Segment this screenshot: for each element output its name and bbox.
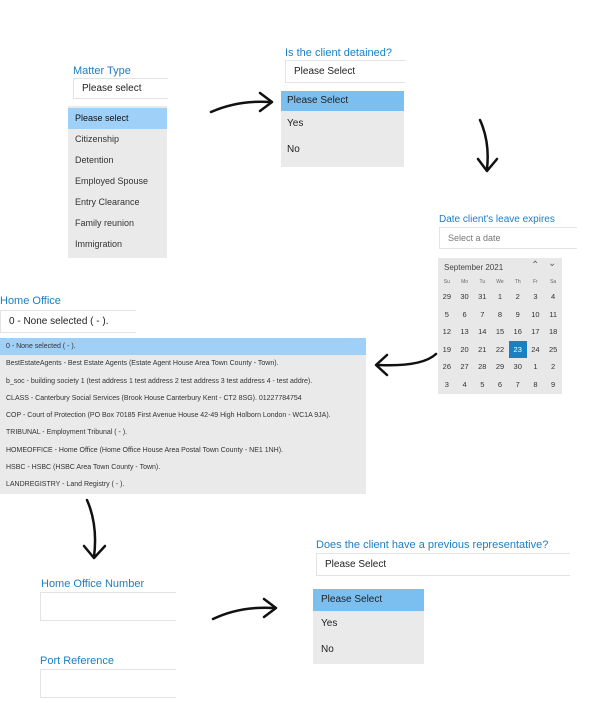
calendar-day[interactable]: 21 xyxy=(478,344,487,354)
matter-type-select[interactable]: Please select xyxy=(73,78,168,99)
previous-rep-label: Does the client have a previous representative? xyxy=(316,539,549,551)
calendar-day[interactable]: 27 xyxy=(460,362,469,371)
calendar-weekday: Mo xyxy=(461,279,469,285)
home-office-label: Home Office xyxy=(0,295,61,307)
calendar-day[interactable]: 28 xyxy=(478,362,487,371)
detained-option[interactable]: Yes xyxy=(287,118,304,129)
calendar-day[interactable]: 25 xyxy=(548,344,558,354)
detained-option[interactable]: Please Select xyxy=(281,91,404,111)
previous-rep-option[interactable]: No xyxy=(321,644,334,655)
home-office-option[interactable]: TRIBUNAL - Employment Tribunal ( - ). xyxy=(6,429,128,437)
calendar-day[interactable]: 3 xyxy=(444,379,449,389)
calendar-weekday: We xyxy=(496,279,504,285)
calendar-weekday: Fr xyxy=(533,279,538,285)
home-office-option[interactable]: b_soc - building society 1 (test address 1 test address 2 test address 3 test address 4 - test addre). xyxy=(6,377,313,385)
calendar-day[interactable]: 30 xyxy=(513,362,522,371)
detained-option[interactable]: No xyxy=(287,144,300,155)
home-office-option[interactable]: HOMEOFFICE - Home Office (Home Office House Area Postal Town County - NE1 1NH). xyxy=(6,446,283,454)
calendar-day[interactable]: 6 xyxy=(462,309,467,319)
calendar-day[interactable]: 5 xyxy=(480,379,485,389)
calendar-day[interactable]: 6 xyxy=(497,379,503,389)
calendar-day[interactable]: 1 xyxy=(533,362,538,371)
calendar-day[interactable]: 9 xyxy=(551,379,556,389)
home-office-option[interactable]: 0 - None selected ( - ). xyxy=(0,338,366,355)
calendar-popup xyxy=(438,258,562,394)
calendar-weekday: Su xyxy=(443,279,450,285)
matter-type-option[interactable]: Immigration xyxy=(75,239,123,249)
chevron-down-icon[interactable]: ⌄ xyxy=(548,258,557,269)
matter-type-option[interactable]: Family reunion xyxy=(75,218,135,228)
matter-type-option[interactable]: Detention xyxy=(75,155,114,165)
arrow-down-icon xyxy=(78,497,110,563)
home-office-dropdown xyxy=(0,338,366,494)
calendar-day[interactable]: 1 xyxy=(497,292,503,301)
calendar-day[interactable]: 14 xyxy=(478,327,487,336)
calendar-day[interactable]: 31 xyxy=(478,292,487,301)
calendar-weekday: Th xyxy=(514,279,521,285)
matter-type-option[interactable]: Entry Clearance xyxy=(75,197,140,207)
chevron-up-icon[interactable]: ⌃ xyxy=(531,260,540,271)
calendar-day[interactable]: 16 xyxy=(513,327,522,336)
home-office-select[interactable]: 0 - None selected ( - ). xyxy=(0,310,136,333)
home-office-option[interactable]: CLASS - Canterbury Social Services (Brook House Canterbury Kent - CT2 8SG). 01227784754 xyxy=(6,394,302,402)
calendar-day[interactable]: 11 xyxy=(549,309,558,319)
matter-type-label: Matter Type xyxy=(73,65,131,77)
home-office-option[interactable]: BestEstateAgents - Best Estate Agents (Estate Agent House Area Town County - Town). xyxy=(6,360,279,368)
calendar-day[interactable]: 3 xyxy=(533,292,538,301)
calendar-day[interactable]: 19 xyxy=(442,344,452,354)
arrow-left-icon xyxy=(372,347,440,379)
previous-rep-option[interactable]: Please Select xyxy=(313,589,424,611)
matter-type-option[interactable]: Citizenship xyxy=(75,134,120,144)
home-office-option[interactable]: HSBC - HSBC (HSBC Area Town County - Town). xyxy=(6,464,161,472)
arrow-right-icon xyxy=(210,594,280,626)
calendar-day[interactable]: 10 xyxy=(531,309,540,319)
previous-rep-select[interactable]: Please Select xyxy=(316,553,570,576)
home-office-number-input[interactable] xyxy=(40,592,176,621)
calendar-day[interactable]: 13 xyxy=(460,327,469,336)
leave-expires-date-input[interactable]: Select a date xyxy=(439,227,577,249)
previous-rep-option[interactable]: Yes xyxy=(321,618,338,629)
calendar-day[interactable]: 17 xyxy=(531,327,540,336)
calendar-day[interactable]: 8 xyxy=(533,379,538,389)
calendar-weekday: Tu xyxy=(479,279,486,285)
calendar-weekday: Sa xyxy=(550,279,557,285)
calendar-day[interactable]: 4 xyxy=(551,292,556,301)
calendar-day[interactable]: 2 xyxy=(515,292,520,301)
calendar-day[interactable]: 7 xyxy=(480,309,485,319)
calendar-day[interactable]: 9 xyxy=(515,309,520,319)
calendar-month-label[interactable]: September 2021 xyxy=(444,263,504,272)
detained-dropdown xyxy=(281,91,404,167)
matter-type-option[interactable]: Employed Spouse xyxy=(75,176,149,186)
detained-label: Is the client detained? xyxy=(285,47,393,59)
calendar-day[interactable]: 20 xyxy=(460,344,469,354)
port-reference-input[interactable] xyxy=(40,669,176,698)
calendar-day[interactable]: 29 xyxy=(495,362,505,371)
matter-type-option[interactable]: Please select xyxy=(68,108,167,129)
leave-expires-label: Date client's leave expires xyxy=(439,214,555,225)
calendar-day[interactable]: 5 xyxy=(444,309,449,319)
home-office-number-label: Home Office Number xyxy=(41,578,145,590)
calendar-day[interactable]: 4 xyxy=(462,379,467,389)
calendar-day[interactable]: 15 xyxy=(495,327,505,336)
calendar-day[interactable]: 2 xyxy=(551,362,556,371)
calendar-day[interactable]: 18 xyxy=(548,327,558,336)
detained-select[interactable]: Please Select xyxy=(285,60,405,83)
home-office-option[interactable]: LANDREGISTRY - Land Registry ( - ). xyxy=(6,481,125,489)
calendar-day[interactable]: 8 xyxy=(497,309,503,319)
port-reference-label: Port Reference xyxy=(40,655,114,667)
calendar-day[interactable]: 26 xyxy=(442,362,452,371)
calendar-day[interactable]: 24 xyxy=(531,344,540,354)
calendar-day[interactable]: 12 xyxy=(442,327,452,336)
calendar-day[interactable]: 30 xyxy=(460,292,469,301)
home-office-option[interactable]: COP - Court of Protection (PO Box 70185 First Avenue House 42-49 High Holborn London - WC1A 9JA). xyxy=(6,412,331,420)
arrow-right-icon xyxy=(208,88,276,118)
calendar-day[interactable]: 23 xyxy=(509,341,527,359)
calendar-grid xyxy=(438,276,562,393)
previous-rep-dropdown xyxy=(313,589,424,664)
calendar-day[interactable]: 7 xyxy=(515,379,520,389)
matter-type-dropdown xyxy=(68,106,167,258)
calendar-day[interactable]: 29 xyxy=(442,292,452,301)
calendar-day[interactable]: 22 xyxy=(495,344,505,354)
arrow-down-icon xyxy=(472,117,502,175)
